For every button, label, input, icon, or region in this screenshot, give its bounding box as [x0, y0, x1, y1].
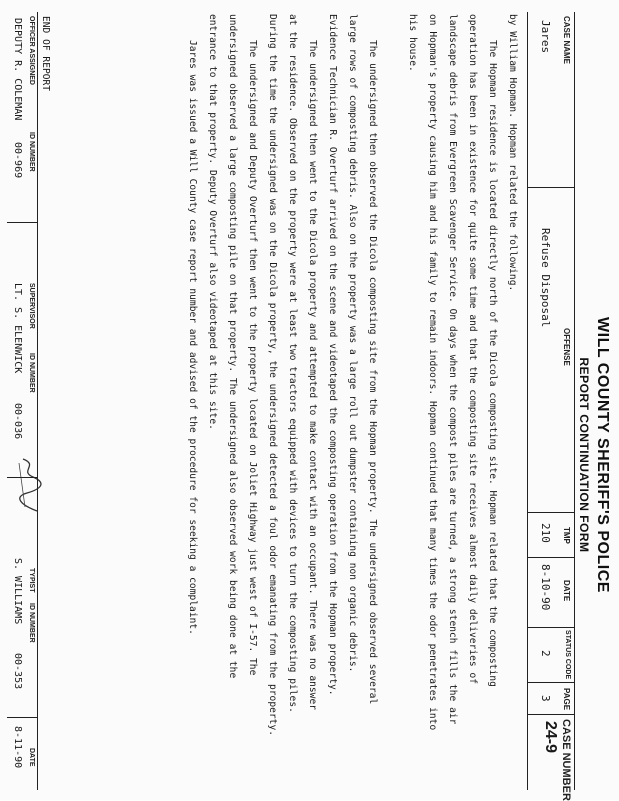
case-number-value: 24-9 — [542, 721, 559, 754]
end-of-report: END OF REPORT — [40, 16, 51, 92]
typist-cell — [7, 477, 37, 718]
narrative-line: The undersigned and Deputy Overturf then went to the property located on Joliet Highway just west of I-57. The — [247, 40, 258, 676]
typist-label: TYPIST — [28, 568, 35, 593]
case-name-value: Jares — [539, 20, 552, 54]
narrative-line — [382, 14, 402, 790]
form-title: REPORT CONTINUATION FORM — [577, 357, 591, 553]
date-cell — [528, 557, 574, 628]
narrative-line: operation has been in existence for quite some time and that the composting site receives almost daily deliveries of — [467, 14, 478, 685]
narrative-line: Evidence Technician R. Overturf arrived on the scene and videotaped the composting operation from the Hopman property. — [327, 14, 338, 696]
narrative-line: The Hopman residence is located directly north of the Dicola composting site. Hopman related that the composting — [487, 40, 498, 687]
supervisor-cell — [7, 222, 37, 478]
narrative-line: by William Hopman. Hopman related the following. — [507, 14, 518, 292]
case-number-label: CASE NUMBER — [560, 719, 572, 801]
case-number-cell — [528, 714, 574, 801]
tmp-label: TMP — [562, 527, 571, 544]
footer-date-value: 8-11-90 — [12, 726, 23, 769]
typist-value: S. WILLIAMS — [12, 558, 23, 625]
officer-value: DEPUTY R. COLEMAN — [12, 18, 23, 121]
offense-cell — [528, 187, 574, 513]
officer-id-value: 00-969 — [12, 142, 23, 179]
narrative-line: entrance to that property. Deputy Overturf also videotaped at this site. — [207, 14, 218, 430]
offense-value: Refuse Disposal — [539, 228, 552, 328]
tmp-cell — [528, 512, 574, 558]
narrative-line: large rows of composting debris. Also on the property was a large roll out dumpster containing non organic debris. — [347, 14, 358, 673]
narrative-line: Jares was issued a Will County case report number and advised of the procedure for seeking a complaint. — [187, 40, 198, 635]
supervisor-id-label: ID NUMBER — [28, 353, 35, 393]
narrative-line: The undersigned then went to the Dicola property and attempted to make contact with an occupant. There was no answer — [307, 40, 318, 711]
narrative-line: The undersigned then observed the Dicola composting site from the Hopman property. The undersigned observed several — [367, 40, 378, 705]
narrative-line: his house. — [407, 14, 418, 72]
page-cell — [528, 682, 574, 715]
typist-id-value: 00-353 — [12, 653, 23, 690]
status-code-cell — [528, 627, 574, 683]
page-label: PAGE — [562, 688, 571, 711]
header-row — [527, 12, 575, 801]
footer-date-cell — [7, 717, 37, 791]
narrative-line: on Hopman's property causing him and his family to remain indoors. Hopman continued that many times the odor penetrates into — [427, 14, 438, 731]
narrative-line: During the time the undersigned was on the Dicola property, the undersigned detected a foul odor emanating from the property. — [267, 14, 278, 736]
report-narrative — [182, 14, 522, 790]
date-label: DATE — [562, 580, 571, 602]
officer-cell — [7, 12, 37, 222]
supervisor-label: SUPERVISOR — [28, 283, 35, 329]
agency-title: WILL COUNTY SHERIFF'S POLICE — [594, 317, 611, 593]
offense-label: OFFENSE — [562, 328, 571, 366]
narrative-line: landscape debris from Evergreen Scavenger Service. On days when the compost piles are turned, a strong stench fills the air — [447, 14, 458, 725]
page-value: 3 — [539, 695, 552, 702]
case-name-cell — [528, 12, 574, 187]
officer-id-label: ID NUMBER — [28, 132, 35, 172]
narrative-line: at the residence. Observed on the property were at least two tractors equipped with devices to turn the composting piles. — [287, 14, 298, 713]
case-name-label: CASE NAME — [562, 16, 571, 65]
status-code-label: STATUS CODE — [564, 630, 571, 680]
supervisor-value: LT. S. ELENWICK — [12, 283, 23, 374]
supervisor-id-value: 00-036 — [12, 403, 23, 440]
typist-id-label: ID NUMBER — [28, 603, 35, 643]
officer-label: OFFICER ASSIGNED — [28, 16, 35, 85]
footer-date-label: DATE — [28, 748, 35, 767]
date-value: 8-10-90 — [539, 564, 552, 611]
status-code-value: 2 — [539, 650, 552, 657]
footer-row — [7, 12, 38, 790]
tmp-value: 210 — [539, 523, 552, 543]
narrative-line: undersigned observed a large composting pile on that property. The undersigned also observed work being done at the — [227, 14, 238, 679]
